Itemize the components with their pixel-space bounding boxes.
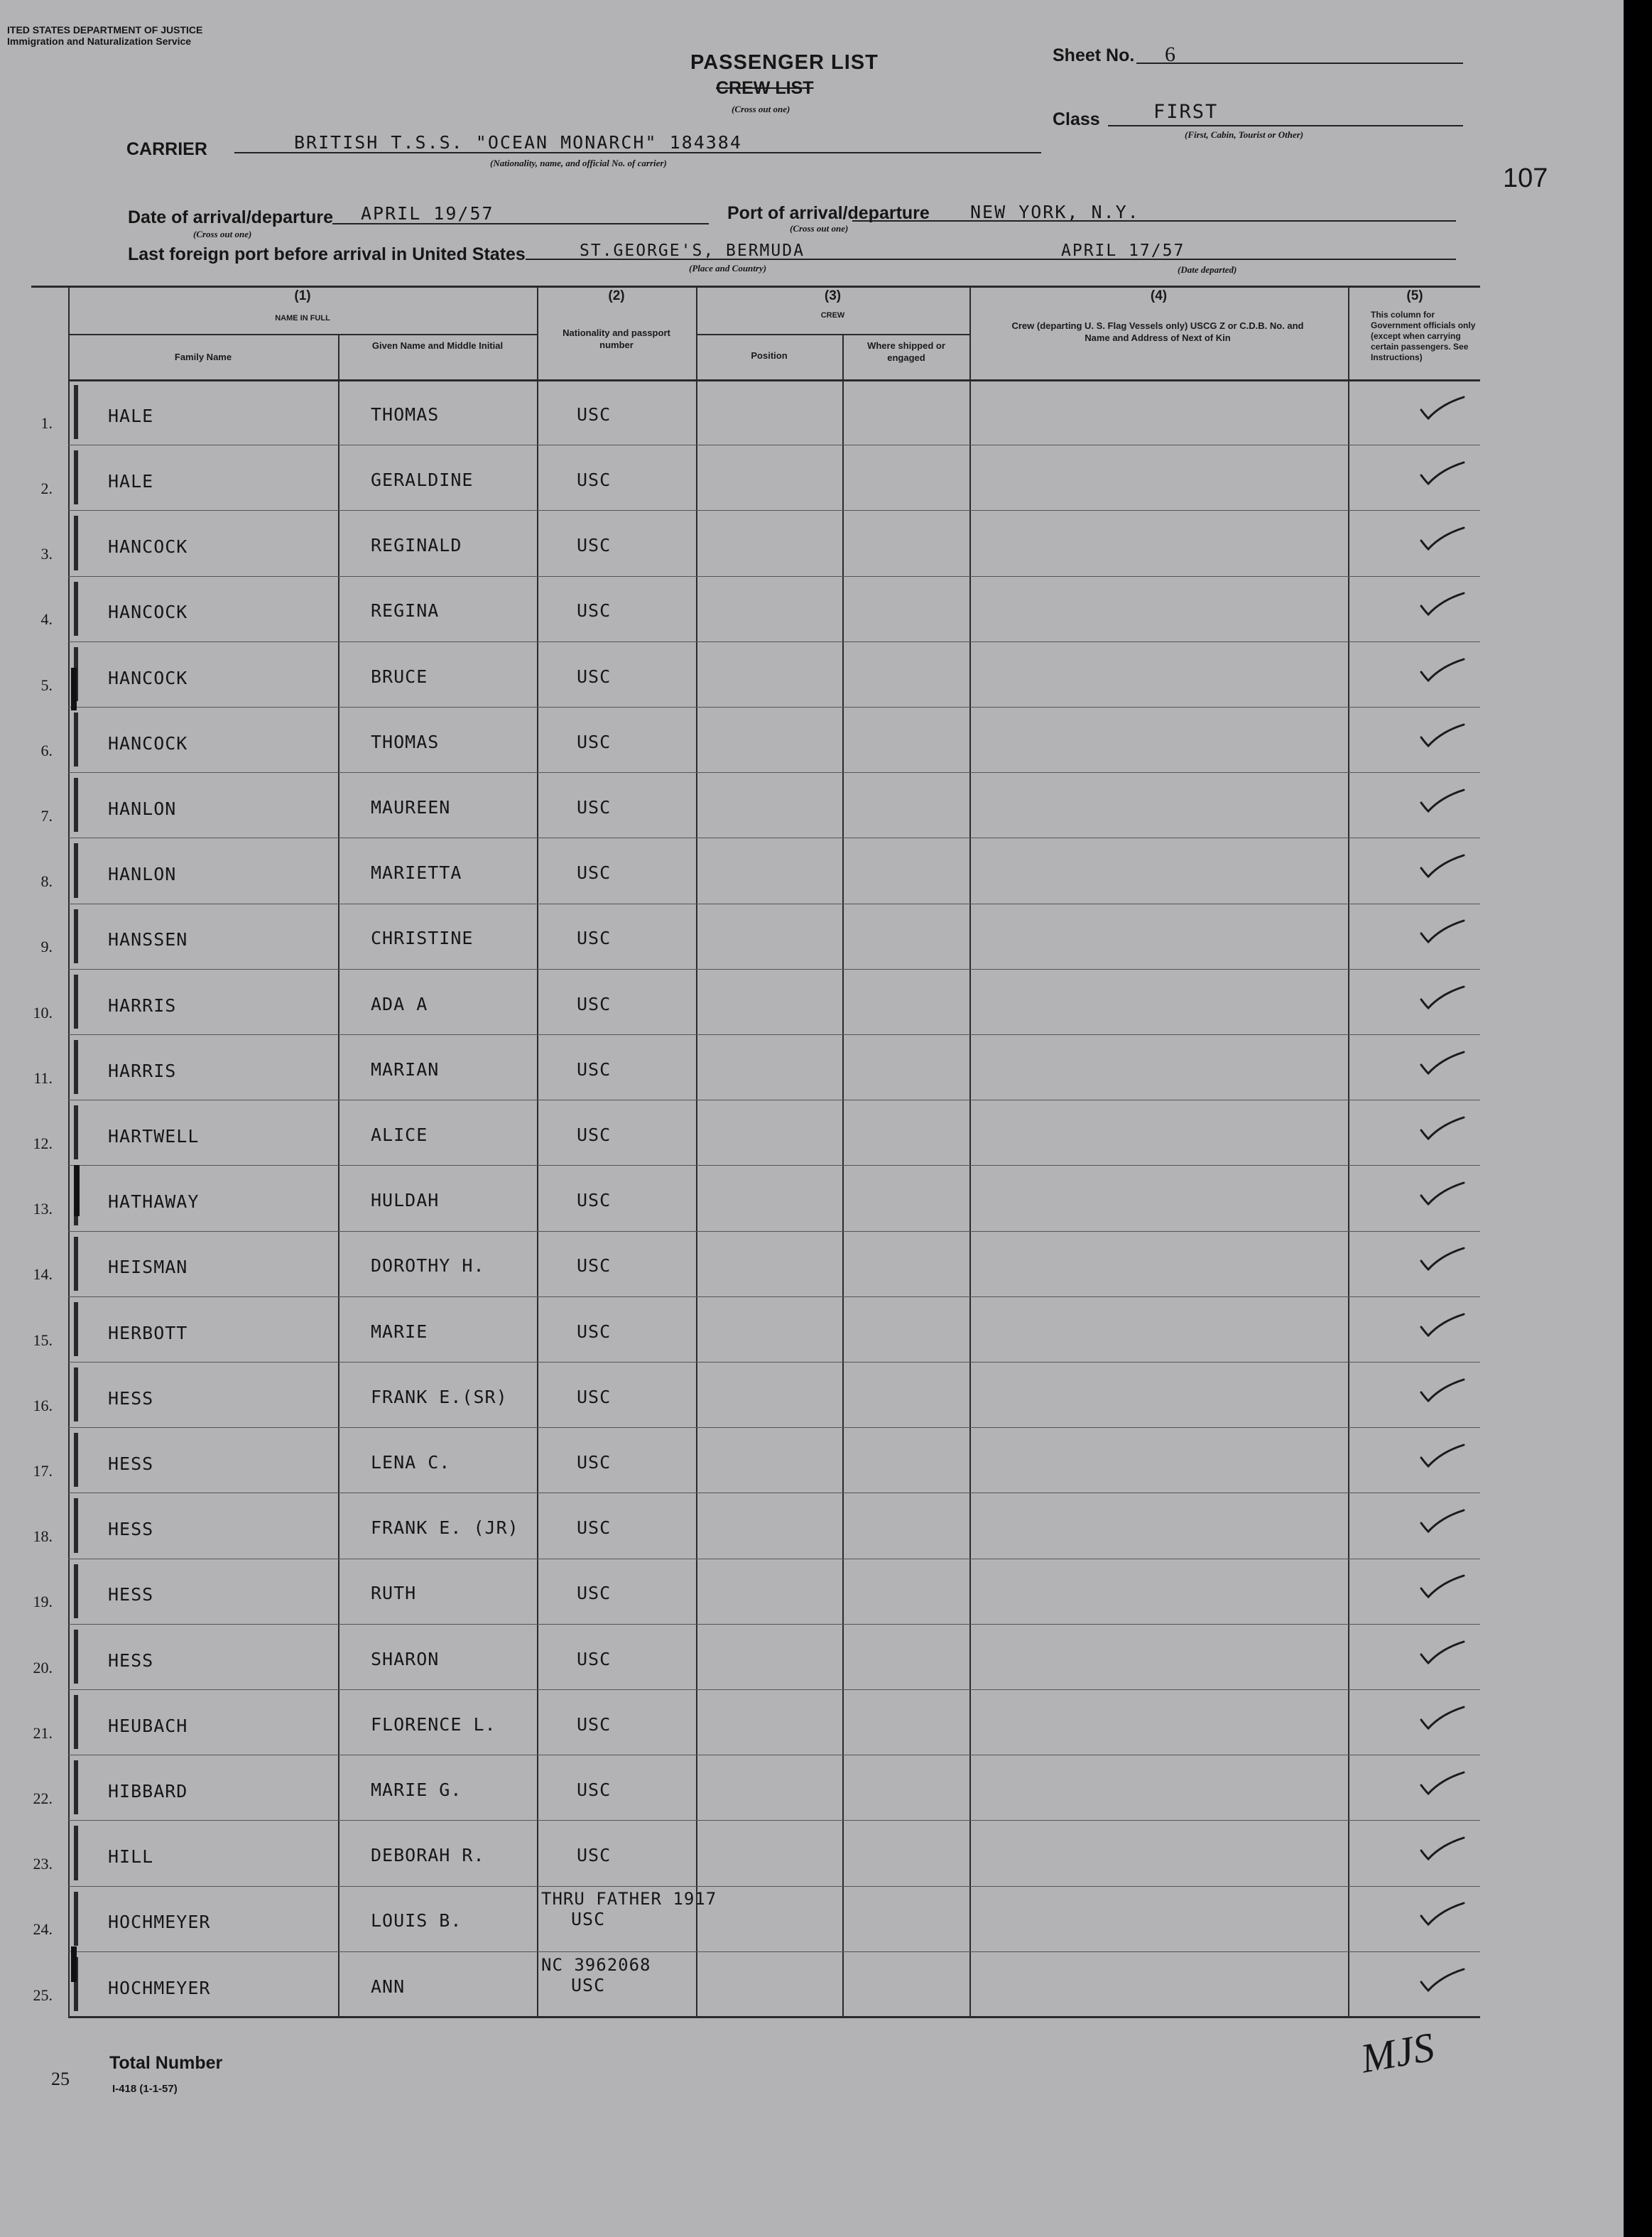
handwritten-initials: MJS	[1357, 2023, 1438, 2082]
nationality: USC	[577, 1779, 612, 1800]
nationality: USC	[577, 1386, 612, 1407]
col3-title: CREW	[820, 311, 845, 320]
nationality-note: THRU FATHER 1917	[541, 1889, 717, 1910]
nationality: USC	[577, 600, 612, 622]
class-hint: (First, Cabin, Tourist or Other)	[1185, 129, 1304, 140]
check-mark-icon	[1417, 1835, 1467, 1863]
col2-number: (2)	[608, 288, 625, 303]
date-label: Date of arrival/departure	[128, 207, 333, 227]
given-name: ANN	[371, 1976, 406, 1997]
col5-title: This column for Government officials only (except when carrying certain passengers. See Instructions)	[1371, 310, 1476, 362]
row-margin-mark	[74, 1237, 78, 1291]
col-given-header: Given Name and Middle Initial	[371, 340, 504, 351]
port-value: NEW YORK, N.Y.	[970, 202, 1140, 222]
check-mark-icon	[1417, 852, 1467, 881]
family-name: HANCOCK	[108, 602, 188, 623]
family-name: HANCOCK	[108, 732, 188, 754]
check-mark-icon	[1417, 787, 1467, 816]
row-margin-mark	[74, 516, 78, 570]
col-position-header: Position	[751, 350, 788, 361]
nationality: USC	[577, 1058, 612, 1080]
form-title: PASSENGER LIST	[690, 51, 879, 74]
check-mark-icon	[1417, 1900, 1467, 1929]
row-number: 8.	[40, 872, 53, 891]
col5-number: (5)	[1406, 288, 1423, 303]
given-name: FLORENCE L.	[371, 1713, 496, 1735]
family-name: HANSSEN	[108, 929, 188, 950]
nationality: USC	[577, 928, 612, 949]
class-value: FIRST	[1153, 101, 1219, 123]
family-name: HARRIS	[108, 995, 177, 1016]
port-label: Port of arrival/departure	[727, 203, 930, 223]
check-mark-icon	[1417, 1573, 1467, 1601]
given-name: LOUIS B.	[371, 1910, 462, 1932]
given-name: GERALDINE	[371, 469, 474, 490]
check-mark-icon	[1417, 656, 1467, 685]
row-margin-mark	[74, 778, 78, 832]
col-shipped-header: Where shipped or engaged	[867, 340, 945, 363]
given-name: SHARON	[371, 1648, 440, 1669]
row-number: 11.	[33, 1068, 53, 1087]
row-margin-mark	[74, 1367, 78, 1421]
row-number: 4.	[40, 610, 53, 629]
nationality: USC	[577, 1517, 612, 1539]
row-margin-mark	[74, 1433, 78, 1487]
check-mark-icon	[1417, 1770, 1467, 1798]
row-number: 10.	[33, 1003, 53, 1022]
row-margin-mark	[74, 909, 78, 963]
date-value: APRIL 19/57	[361, 203, 494, 224]
nationality: USC	[571, 1909, 606, 1930]
sheet-no-value: 6	[1165, 43, 1175, 66]
nationality: USC	[577, 403, 612, 425]
carrier-value: BRITISH T.S.S. "OCEAN MONARCH" 184384	[294, 132, 742, 153]
sheet-no-label: Sheet No.	[1053, 45, 1135, 65]
check-mark-icon	[1417, 722, 1467, 750]
nationality: USC	[577, 1190, 612, 1211]
col-family-header: Family Name	[174, 352, 232, 362]
check-mark-icon	[1417, 1442, 1467, 1470]
family-name: HEISMAN	[108, 1257, 188, 1278]
total-label: Total Number	[109, 2053, 223, 2073]
col4-number: (4)	[1150, 288, 1168, 303]
scan-mark	[74, 1165, 80, 1216]
col1-title: NAME IN FULL	[275, 314, 330, 323]
agency-line-2: Immigration and Naturalization Service	[7, 36, 192, 47]
family-name: HATHAWAY	[108, 1191, 200, 1213]
row-number: 14.	[33, 1265, 53, 1284]
row-margin-mark	[74, 385, 78, 439]
family-name: HESS	[108, 1650, 154, 1671]
row-number: 15.	[33, 1331, 53, 1349]
check-mark-icon	[1417, 984, 1467, 1012]
check-mark-icon	[1417, 590, 1467, 619]
date-departed-value: APRIL 17/57	[1061, 242, 1185, 260]
carrier-label: CARRIER	[126, 139, 207, 159]
row-margin-mark	[74, 1498, 78, 1552]
given-name: MARIE G.	[371, 1779, 462, 1800]
row-margin-mark	[74, 1302, 78, 1356]
row-number: 25.	[33, 1986, 53, 2004]
row-number: 7.	[40, 806, 53, 825]
last-port-hint: (Place and Country)	[689, 263, 767, 273]
page-number: 107	[1503, 163, 1548, 193]
row-number: 13.	[33, 1200, 53, 1218]
agency-line-1: ITED STATES DEPARTMENT OF JUSTICE	[7, 24, 203, 36]
date-departed-hint: (Date departed)	[1178, 264, 1237, 275]
family-name: HARTWELL	[108, 1125, 200, 1147]
col4-title: Crew (departing U. S. Flag Vessels only) USCG Z or C.D.B. No. and Name and Address of Next of Kin	[1011, 320, 1304, 343]
cross-out-hint: (Cross out one)	[732, 104, 790, 114]
family-name: HARRIS	[108, 1060, 177, 1081]
row-margin-mark	[74, 1760, 78, 1814]
given-name: DOROTHY H.	[371, 1255, 485, 1277]
row-number: 16.	[33, 1396, 53, 1414]
given-name: MAUREEN	[371, 796, 451, 818]
nationality: USC	[577, 535, 612, 556]
form-number: I-418 (1-1-57)	[112, 2083, 178, 2095]
given-name: MARIETTA	[371, 862, 462, 884]
check-mark-icon	[1417, 918, 1467, 946]
row-margin-mark	[74, 450, 78, 504]
row-number: 6.	[40, 741, 53, 759]
row-number: 5.	[40, 676, 53, 694]
given-name: ALICE	[371, 1124, 428, 1145]
given-name: LENA C.	[371, 1451, 451, 1473]
nationality: USC	[577, 1583, 612, 1604]
check-mark-icon	[1417, 1049, 1467, 1078]
row-number: 21.	[33, 1723, 53, 1742]
nationality: USC	[577, 1124, 612, 1145]
row-margin-mark	[74, 1040, 78, 1094]
row-number: 18.	[33, 1527, 53, 1546]
date-cross-hint: (Cross out one)	[193, 229, 252, 239]
nationality: USC	[577, 1713, 612, 1735]
col3-number: (3)	[824, 288, 842, 303]
col1-number: (1)	[294, 288, 311, 303]
agency-header	[7, 24, 202, 47]
row-number: 2.	[40, 479, 53, 497]
last-port-value: ST.GEORGE'S, BERMUDA	[580, 242, 805, 260]
row-margin-mark	[74, 1105, 78, 1159]
nationality: USC	[577, 731, 612, 752]
nationality: USC	[571, 1974, 606, 1995]
row-margin-mark	[74, 975, 78, 1029]
nationality: USC	[577, 1321, 612, 1342]
check-mark-icon	[1417, 1639, 1467, 1667]
row-margin-mark	[74, 1826, 78, 1880]
family-name: HOCHMEYER	[108, 1912, 211, 1933]
check-mark-icon	[1417, 1704, 1467, 1733]
check-mark-icon	[1417, 1115, 1467, 1143]
nationality: USC	[577, 993, 612, 1014]
row-number: 24.	[33, 1920, 53, 1939]
row-margin-mark	[74, 843, 78, 897]
nationality-note: NC 3962068	[541, 1954, 651, 1975]
family-name: HANLON	[108, 864, 177, 885]
family-name: HANCOCK	[108, 536, 188, 558]
family-name: HESS	[108, 1453, 154, 1474]
check-mark-icon	[1417, 1507, 1467, 1536]
total-value: 25	[51, 2069, 70, 2089]
given-name: RUTH	[371, 1583, 417, 1604]
check-mark-icon	[1417, 525, 1467, 553]
nationality: USC	[577, 1648, 612, 1669]
given-name: THOMAS	[371, 731, 440, 752]
given-name: MARIAN	[371, 1058, 440, 1080]
col2-title: Nationality and passport number	[563, 327, 670, 350]
given-name: HULDAH	[371, 1190, 440, 1211]
nationality: USC	[577, 666, 612, 687]
given-name: ADA A	[371, 993, 428, 1014]
last-port-label: Last foreign port before arrival in United States	[128, 244, 526, 264]
carrier-hint: (Nationality, name, and official No. of carrier)	[490, 158, 667, 168]
nationality: USC	[577, 1255, 612, 1277]
check-mark-icon	[1417, 1245, 1467, 1274]
check-mark-icon	[1417, 394, 1467, 423]
check-mark-icon	[1417, 1377, 1467, 1405]
row-number: 20.	[33, 1658, 53, 1677]
family-name: HESS	[108, 1387, 154, 1409]
check-mark-icon	[1417, 1966, 1467, 1995]
family-name: HILL	[108, 1846, 154, 1868]
row-number: 17.	[33, 1461, 53, 1480]
family-name: HESS	[108, 1519, 154, 1540]
check-mark-icon	[1417, 1180, 1467, 1208]
given-name: FRANK E.(SR)	[371, 1386, 508, 1407]
nationality: USC	[577, 469, 612, 490]
family-name: HANCOCK	[108, 667, 188, 688]
given-name: BRUCE	[371, 666, 428, 687]
row-number: 19.	[33, 1593, 53, 1611]
given-name: FRANK E. (JR)	[371, 1517, 519, 1539]
family-name: HANLON	[108, 798, 177, 819]
nationality: USC	[577, 862, 612, 884]
row-margin-mark	[74, 1892, 78, 1946]
row-number: 23.	[33, 1855, 53, 1873]
scan-mark	[71, 668, 77, 710]
nationality: USC	[577, 1451, 612, 1473]
row-margin-mark	[74, 582, 78, 636]
family-name: HALE	[108, 405, 154, 426]
family-name: HIBBARD	[108, 1780, 188, 1802]
family-name: HESS	[108, 1584, 154, 1605]
check-mark-icon	[1417, 460, 1467, 488]
row-margin-mark	[74, 1695, 78, 1749]
given-name: THOMAS	[371, 403, 440, 425]
nationality: USC	[577, 1845, 612, 1866]
given-name: DEBORAH R.	[371, 1845, 485, 1866]
given-name: REGINALD	[371, 535, 462, 556]
row-number: 22.	[33, 1789, 53, 1807]
given-name: MARIE	[371, 1321, 428, 1342]
family-name: HERBOTT	[108, 1322, 188, 1343]
row-margin-mark	[74, 1564, 78, 1618]
row-margin-mark	[74, 1630, 78, 1684]
row-number: 3.	[40, 545, 53, 563]
class-label: Class	[1053, 109, 1100, 129]
port-cross-hint: (Cross out one)	[790, 223, 849, 234]
family-name: HOCHMEYER	[108, 1977, 211, 1998]
family-name: HALE	[108, 470, 154, 492]
given-name: CHRISTINE	[371, 928, 474, 949]
row-number: 12.	[33, 1134, 53, 1152]
row-margin-mark	[74, 713, 78, 767]
row-number: 9.	[40, 938, 53, 956]
check-mark-icon	[1417, 1311, 1467, 1340]
family-name: HEUBACH	[108, 1715, 188, 1736]
form-subtitle-crossed: CREW LIST	[716, 78, 814, 98]
scan-mark	[71, 1946, 77, 1982]
given-name: REGINA	[371, 600, 440, 622]
row-number: 1.	[40, 413, 53, 432]
nationality: USC	[577, 796, 612, 818]
